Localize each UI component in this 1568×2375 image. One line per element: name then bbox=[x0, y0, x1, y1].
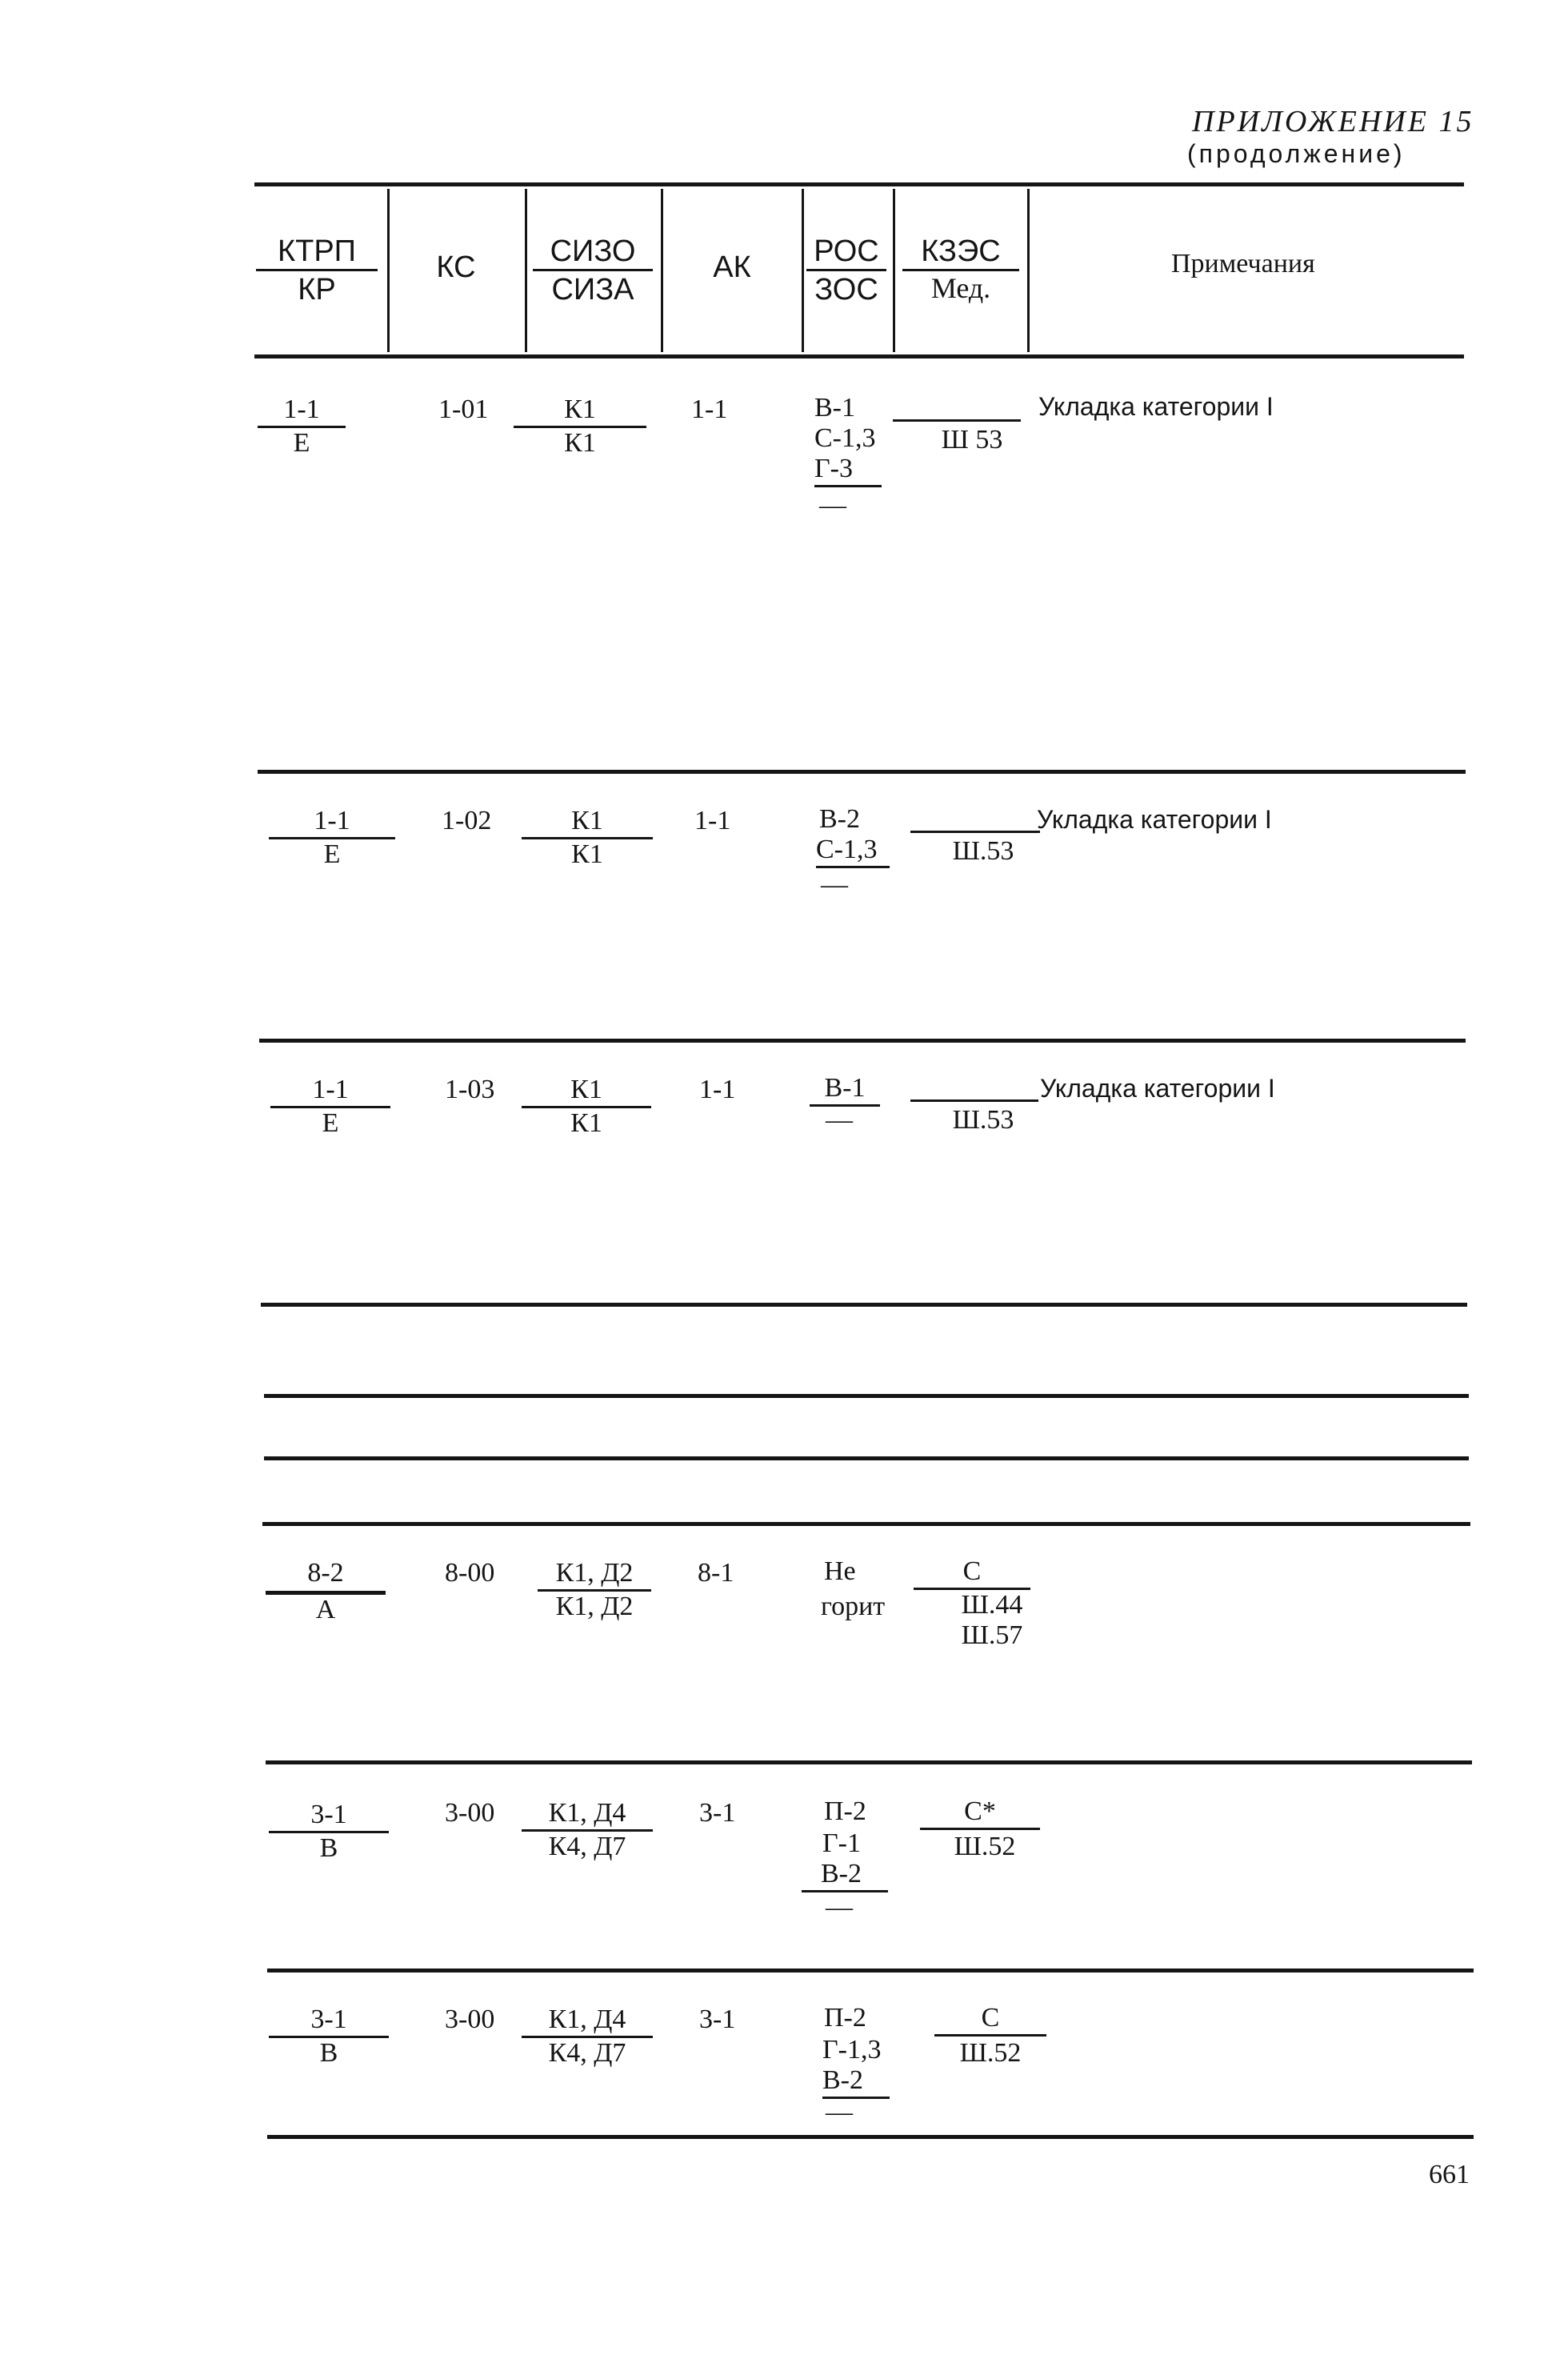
row-separator bbox=[264, 1394, 1469, 1398]
header-ktrp: КТРП bbox=[256, 234, 378, 271]
kzes-fraction-line bbox=[910, 1099, 1038, 1102]
row-zos: — bbox=[821, 870, 848, 899]
row-sizo: К1 bbox=[522, 805, 653, 839]
row-kr: Е bbox=[323, 839, 341, 869]
row-ks: 1-02 bbox=[442, 806, 492, 835]
row-separator bbox=[259, 1039, 1466, 1043]
row-ros-1: В-2 bbox=[819, 804, 860, 834]
row-sizo: К1, Д2 bbox=[538, 1557, 651, 1592]
row-sizo: К1 bbox=[514, 394, 646, 428]
header-zos: ЗОС bbox=[814, 273, 878, 306]
page-number: 661 bbox=[1429, 2160, 1470, 2189]
row-ks: 1-03 bbox=[445, 1075, 495, 1104]
row-ros-1: В-1 bbox=[810, 1072, 880, 1107]
header-ks: КС bbox=[436, 250, 476, 284]
row-ros-1: П-2 bbox=[824, 1796, 866, 1826]
row-ros-2: С-1,3 bbox=[816, 834, 890, 868]
row-separator bbox=[264, 1456, 1469, 1460]
kzes-fraction-line bbox=[893, 419, 1021, 422]
row-ktrp: 1-1 bbox=[269, 805, 395, 839]
row-sizo: К1 bbox=[522, 1074, 651, 1108]
row-kzes: С bbox=[934, 2002, 1046, 2037]
header-kzes: КЗЭС bbox=[902, 234, 1019, 271]
row-med: Ш.53 bbox=[952, 836, 1014, 866]
row-siza: К1 bbox=[571, 839, 603, 869]
row-ros-2: Г-1 bbox=[822, 1828, 861, 1858]
row-ak: 8-1 bbox=[698, 1558, 734, 1588]
row-ks: 8-00 bbox=[445, 1558, 495, 1588]
header-notes: Примечания bbox=[1171, 249, 1315, 278]
row-siza: К1 bbox=[570, 1108, 602, 1138]
row-sizo: К1, Д4 bbox=[522, 1797, 653, 1832]
row-siza: К1 bbox=[564, 428, 596, 458]
row-kr: В bbox=[319, 2038, 338, 2068]
row-ak: 1-1 bbox=[691, 394, 728, 424]
header-med: Мед. bbox=[930, 272, 991, 304]
row-ros-1: П-2 bbox=[824, 2003, 866, 2033]
row-ros-1: Не bbox=[824, 1556, 856, 1586]
row-ks: 1-01 bbox=[438, 394, 489, 424]
row-siza: К4, Д7 bbox=[548, 1832, 626, 1861]
col-divider bbox=[525, 189, 527, 352]
row-ks: 3-00 bbox=[445, 1798, 495, 1828]
header-ros: РОС bbox=[806, 234, 886, 271]
row-med: Ш 53 bbox=[941, 425, 1003, 455]
appendix-subtitle: (продолжение) bbox=[1187, 139, 1406, 168]
row-separator bbox=[266, 1760, 1472, 1764]
row-note: Укладка категории I bbox=[1038, 392, 1274, 421]
row-zos: — bbox=[826, 1105, 853, 1135]
header-kr: КР bbox=[298, 273, 336, 306]
row-kr: Е bbox=[322, 1108, 339, 1138]
row-zos: — bbox=[826, 1892, 853, 1922]
table-bottom-rule bbox=[267, 2135, 1474, 2139]
header-bottom-rule bbox=[254, 354, 1464, 358]
row-ros-2: Г-1,3 bbox=[822, 2035, 882, 2065]
row-separator bbox=[261, 1303, 1467, 1307]
row-ros-3: В-2 bbox=[822, 2065, 890, 2099]
row-ktrp: 8-2 bbox=[307, 1558, 344, 1588]
row-zos: — bbox=[826, 2097, 853, 2127]
row-siza: К4, Д7 bbox=[548, 2038, 626, 2068]
row-ak: 3-1 bbox=[699, 2005, 736, 2034]
row-kzes: С* bbox=[920, 1796, 1040, 1830]
row-ak: 1-1 bbox=[699, 1075, 736, 1104]
row-separator bbox=[267, 1968, 1474, 1972]
header-siza: СИЗА bbox=[551, 273, 634, 306]
row-sizo: К1, Д4 bbox=[522, 2004, 653, 2038]
appendix-title: ПРИЛОЖЕНИЕ 15 bbox=[1192, 105, 1474, 138]
header-sizo: СИЗО bbox=[533, 234, 653, 271]
row-siza: К1, Д2 bbox=[555, 1592, 634, 1621]
row-separator bbox=[262, 1522, 1470, 1526]
row-ros-1: В-1 bbox=[814, 393, 855, 423]
row-ktrp: 3-1 bbox=[269, 1799, 389, 1833]
row-ktrp: 3-1 bbox=[269, 2004, 389, 2038]
col-divider bbox=[802, 189, 804, 352]
row-ks: 3-00 bbox=[445, 2005, 495, 2034]
col-divider bbox=[1027, 189, 1030, 352]
row-kr: Е bbox=[293, 428, 310, 458]
header-ak: АК bbox=[713, 250, 751, 284]
row-med: Ш.52 bbox=[954, 1832, 1016, 1861]
row-separator bbox=[258, 770, 1466, 774]
row-kzes: С bbox=[914, 1556, 1030, 1590]
row-ros-2: горит bbox=[821, 1592, 886, 1621]
kzes-fraction-line bbox=[910, 831, 1040, 833]
row-med-1: Ш.44 bbox=[961, 1590, 1023, 1620]
row-ktrp: 1-1 bbox=[270, 1074, 390, 1108]
col-divider bbox=[387, 189, 390, 352]
row-med: Ш.53 bbox=[952, 1105, 1014, 1135]
row-ak: 1-1 bbox=[694, 806, 731, 835]
row-kr: А bbox=[315, 1595, 336, 1624]
row-zos: — bbox=[819, 491, 846, 520]
row-med: Ш.52 bbox=[959, 2038, 1022, 2068]
col-divider bbox=[893, 189, 895, 352]
row-med-2: Ш.57 bbox=[961, 1620, 1023, 1650]
row-ak: 3-1 bbox=[699, 1798, 736, 1828]
row-note: Укладка категории I bbox=[1040, 1074, 1275, 1103]
table-top-rule bbox=[254, 182, 1464, 186]
row-note: Укладка категории I bbox=[1037, 805, 1272, 834]
col-divider bbox=[661, 189, 663, 352]
row-ros-2: С-1,3 bbox=[814, 423, 876, 453]
row-ros-3: В-2 bbox=[802, 1858, 888, 1892]
row-kr: В bbox=[319, 1833, 338, 1863]
row-ros-3: Г-3 bbox=[814, 453, 882, 487]
row-ktrp: 1-1 bbox=[258, 394, 346, 428]
